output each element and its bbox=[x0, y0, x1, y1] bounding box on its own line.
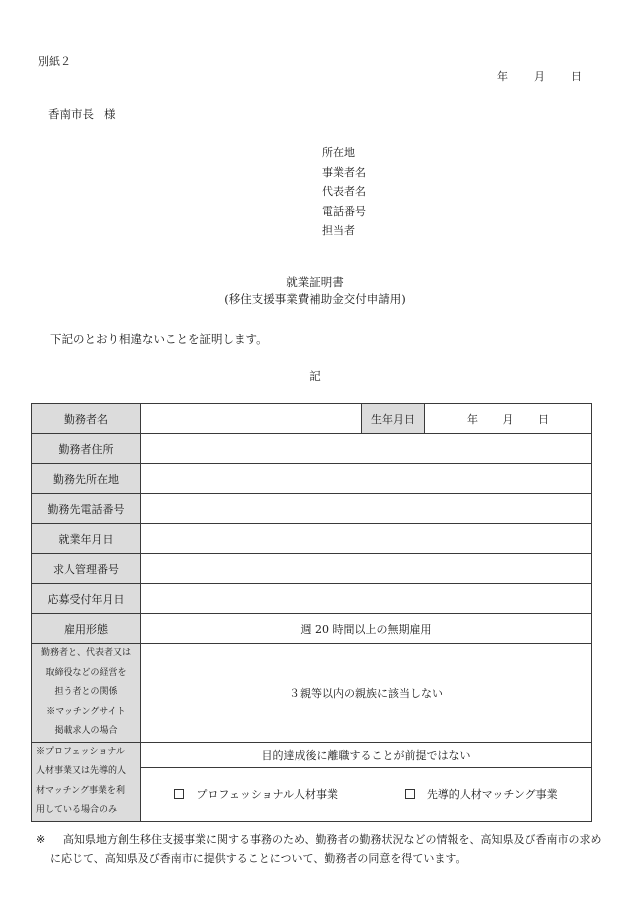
professional-label-line: 人材事業又は先導的人 bbox=[36, 766, 127, 776]
job-number-field[interactable] bbox=[141, 554, 592, 584]
relation-label bbox=[32, 644, 141, 743]
table-row bbox=[32, 742, 592, 767]
workplace-phone-field[interactable] bbox=[141, 494, 592, 524]
note-mark: ※ bbox=[36, 833, 46, 846]
ki-heading: 記 bbox=[309, 369, 321, 383]
document-title bbox=[0, 274, 630, 308]
employment-date-field[interactable] bbox=[141, 524, 592, 554]
table-row bbox=[32, 434, 592, 464]
date-month: 月 bbox=[534, 70, 545, 83]
date-year: 年 bbox=[497, 70, 508, 83]
professional-label bbox=[32, 742, 141, 821]
employment-type-value: 週 20 時間以上の無期雇用 bbox=[141, 614, 592, 644]
application-date-field[interactable] bbox=[141, 584, 592, 614]
note-text: 高知県地方創生移住支援事業に関する事務のため、勤務者の勤務状況などの情報を、高知県及び香南市の求めに応じて、高知県及び香南市に提供することについて、勤務者の同意を得ています。 bbox=[50, 833, 602, 865]
worker-name-label: 勤務者名 bbox=[32, 404, 141, 434]
birth-year: 年 bbox=[467, 412, 478, 426]
table-row bbox=[32, 644, 592, 743]
birth-month: 月 bbox=[502, 412, 514, 426]
professional-label-line: ※プロフェッショナル bbox=[36, 746, 125, 757]
certificate-table bbox=[31, 403, 592, 822]
professional-label-line: 材マッチング事業を利 bbox=[36, 785, 126, 796]
sender-address-label: 所在地 bbox=[322, 146, 355, 159]
workplace-phone-label: 勤務先電話番号 bbox=[32, 494, 141, 524]
option-matching-label: 先導的人材マッチング事業 bbox=[426, 788, 558, 802]
relation-label-line: 勤務者と、代表者又は bbox=[40, 648, 131, 658]
employment-type-label: 雇用形態 bbox=[32, 614, 141, 644]
table-row bbox=[32, 554, 592, 584]
job-number-label: 求人管理番号 bbox=[32, 554, 141, 584]
table-row bbox=[32, 404, 592, 434]
worker-name-field[interactable] bbox=[141, 404, 362, 434]
relation-label-line: ※マッチングサイト bbox=[46, 706, 126, 717]
sender-block bbox=[322, 143, 366, 241]
addressee-name: 香南市長 bbox=[48, 107, 94, 121]
addressee-honorific: 様 bbox=[104, 107, 116, 121]
sender-phone-label: 電話番号 bbox=[322, 204, 366, 218]
option-professional[interactable] bbox=[174, 786, 338, 802]
birth-date-field[interactable] bbox=[425, 404, 592, 434]
birth-date-label: 生年月日 bbox=[362, 404, 425, 434]
professional-value: 目的達成後に離職することが前提ではない bbox=[141, 742, 592, 767]
date-day: 日 bbox=[571, 70, 582, 83]
sender-representative-label: 代表者名 bbox=[322, 185, 366, 198]
option-professional-label: プロフェッショナル人材事業 bbox=[196, 788, 339, 802]
relation-label-line: 掲載求人の場合 bbox=[54, 726, 118, 736]
table-row bbox=[32, 464, 592, 494]
workplace-address-field[interactable] bbox=[141, 464, 592, 494]
checkbox-icon[interactable] bbox=[405, 789, 415, 799]
table-row bbox=[32, 494, 592, 524]
application-date-label: 応募受付年月日 bbox=[32, 584, 141, 614]
table-row bbox=[32, 524, 592, 554]
relation-label-line: 取締役などの経営を bbox=[45, 667, 127, 678]
worker-address-field[interactable] bbox=[141, 434, 592, 464]
title-main: 就業証明書 bbox=[286, 275, 344, 289]
consent-note bbox=[36, 830, 606, 868]
title-sub: (移住支援事業費補助金交付申請用) bbox=[224, 292, 406, 306]
intro-text: 下記のとおり相違ないことを証明します。 bbox=[50, 332, 268, 346]
attachment-label: 別紙２ bbox=[38, 55, 71, 68]
table-row bbox=[32, 614, 592, 644]
sender-company-label: 事業者名 bbox=[322, 165, 366, 179]
addressee bbox=[48, 106, 116, 122]
checkbox-icon[interactable] bbox=[174, 789, 184, 799]
workplace-address-label: 勤務先所在地 bbox=[32, 464, 141, 494]
program-options bbox=[141, 767, 592, 821]
document-date bbox=[497, 68, 582, 84]
option-matching[interactable] bbox=[405, 786, 558, 802]
professional-label-line: 用している場合のみ bbox=[36, 805, 118, 815]
table-row bbox=[32, 584, 592, 614]
relation-value: ３親等以内の親族に該当しない bbox=[141, 644, 592, 743]
birth-day: 日 bbox=[538, 412, 549, 426]
employment-date-label: 就業年月日 bbox=[32, 524, 141, 554]
sender-contact-label: 担当者 bbox=[322, 224, 355, 237]
worker-address-label: 勤務者住所 bbox=[32, 434, 141, 464]
relation-label-line: 担う者との関係 bbox=[54, 687, 118, 697]
